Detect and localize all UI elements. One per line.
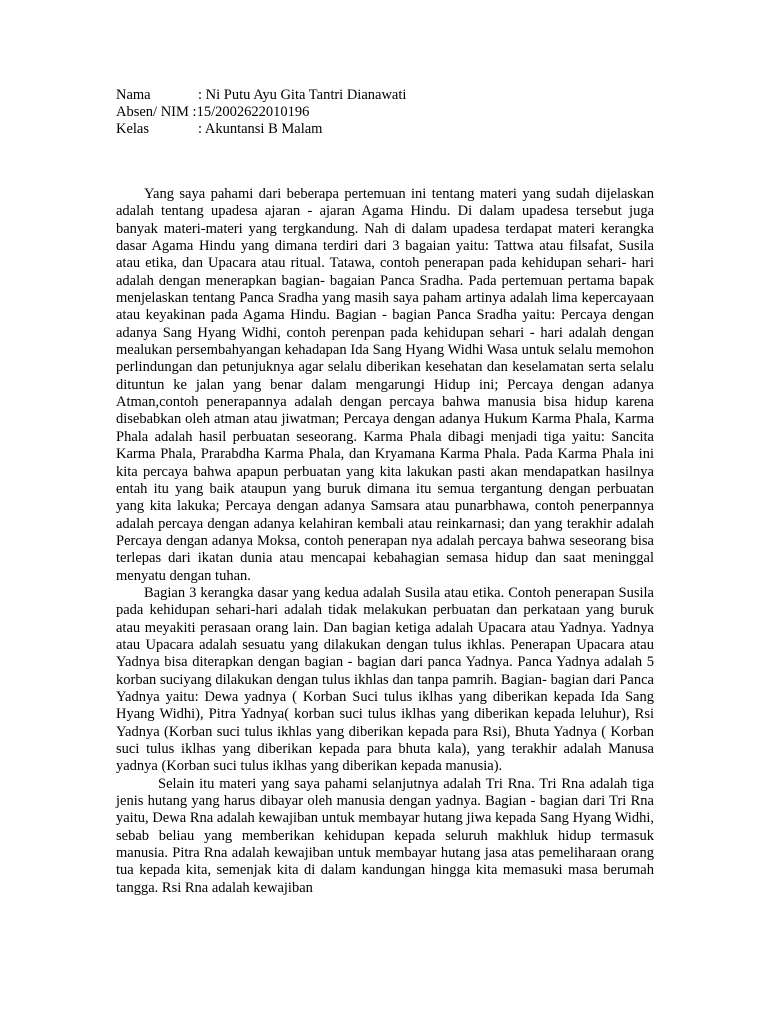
name-value: : Ni Putu Ayu Gita Tantri Dianawati <box>198 87 407 103</box>
class-value: : Akuntansi B Malam <box>198 121 323 137</box>
id-value: 15/2002622010196 <box>196 104 310 120</box>
id-row <box>116 104 406 121</box>
id-label: Absen/ NIM : <box>116 104 197 120</box>
class-row <box>116 121 406 138</box>
paragraph-tri-rna: Selain itu materi yang saya pahami selanjutnya adalah Tri Rna. Tri Rna adalah tiga jenis hutang yang harus dibayar oleh manusia dengan yadnya. Bagian - bagian dari Tri Rna yaitu, Dewa Rna adalah kewajiban untuk membayar hutang jiwa kepada Sang Hyang Widhi, sebab beliau yang memberikan kehidupan kepada seluruh makhluk hidup termasuk manusia. Pitra Rna adalah kewajiban untuk membayar hutang jasa atas pemeliharaan orang tua kepada kita, semenjak kita di dalam kandungan hingga kita memasuki masa berumah tangga. Rsi Rna adalah kewajiban <box>116 775 654 896</box>
student-info-header <box>116 87 406 138</box>
name-row <box>116 87 406 104</box>
paragraph-panca-sradha: Yang saya pahami dari beberapa pertemuan ini tentang materi yang sudah dijelaskan adalah tentang upadesa ajaran - ajaran Agama Hindu. Di dalam upadesa tersebut juga banyak materi-materi yang tergkandung. Nah di dalam upadesa terdapat materi kerangka dasar Agama Hindu yang dimana terdiri dari 3 bagaian yaitu: Tattwa atau filsafat, Susila atau etika, dan Upacara atau ritual. Tatawa, contoh penerapan pada kehidupan sehari- hari adalah dengan menerapkan bagian- bagaian Panca Sradha. Pada pertemuan pertama bapak menjelaskan tentang Panca Sradha yang masih saya paham artinya adalah lima kepercayaan atau keyakinan pada Agama Hindu. Bagian - bagian Panca Sradha yaitu: Percaya dengan adanya Sang Hyang Widhi, contoh perenpan pada kehidupan sehari - hari adalah dengan mealukan persembahyangan kehadapan Ida Sang Hyang Widhi Wasa untuk selalu memohon perlindungan dan petunjuknya agar selalu diberikan kesehatan dan keselamatan serta selalu dituntun ke jalan yang benar dalam mengarungi Hidup ini; Percaya dengan adanya Atman,contoh penerapannya adalah dengan percaya bahwa manusia bisa hidup karena disebabkan oleh atman atau jiwatman; Percaya dengan adanya Hukum Karma Phala, Karma Phala adalah hasil perbuatan seseorang. Karma Phala dibagi menjadi tiga yaitu: Sancita Karma Phala, Prarabdha Karma Phala, dan Kryamana Karma Phala. Pada Karma Phala ini kita percaya bahwa apapun perbuatan yang kita lakukan pasti akan mendapatkan hasilnya entah itu yang baik ataupun yang buruk dimana itu semua tergantung dengan perbuatan yang kita lakuka; Percaya dengan adanya Samsara atau punarbhawa, contoh penerpannya adalah percaya dengan adanya kelahiran kembali atau reinkarnasi; dan yang terakhir adalah Percaya dengan adanya Moksa, contoh penerapan nya adalah percaya bahwa seseorang bisa terlepas dari ikatan dunia atau mencapai kebahagian semasa hidup dan saat meninggal menyatu dengan tuhan. <box>116 186 654 584</box>
paragraph-susila-yadnya: Bagian 3 kerangka dasar yang kedua adalah Susila atau etika. Contoh penerapan Susila pada kehidupan sehari-hari adalah tidak melakukan perbuatan dan perkataan yang buruk atau meyakiti perasaan orang lain. Dan bagian ketiga adalah Upacara atau Yadnya. Yadnya atau Upacara adalah sesuatu yang dilakukan dengan tulus ikhlas. Penerapan Upacara atau Yadnya bisa diterapkan dengan bagian - bagian dari panca Yadnya. Panca Yadnya adalah 5 korban suciyang dilakukan dengan tulus ikhlas dan tanpa pamrih. Bagian- bagian dari Panca Yadnya yaitu: Dewa yadnya ( Korban Suci tulus iklhas yang diberikan kepada Ida Sang Hyang Widhi), Pitra Yadnya( korban suci tulus iklhas yang diberikan kepada leluhur), Rsi Yadnya (Korban suci tulus ikhlas yang diberikan kepada para Rsi), Bhuta Yadnya ( Korban suci tulus iklhas yang diberikan kepada para bhuta kala), yang terakhir adalah Manusa yadnya (Korban suci tulus iklhas yang diberikan kepada manusia). <box>116 584 654 775</box>
essay-body <box>116 186 654 897</box>
class-label: Kelas <box>116 121 150 137</box>
name-label: Nama <box>116 87 151 103</box>
